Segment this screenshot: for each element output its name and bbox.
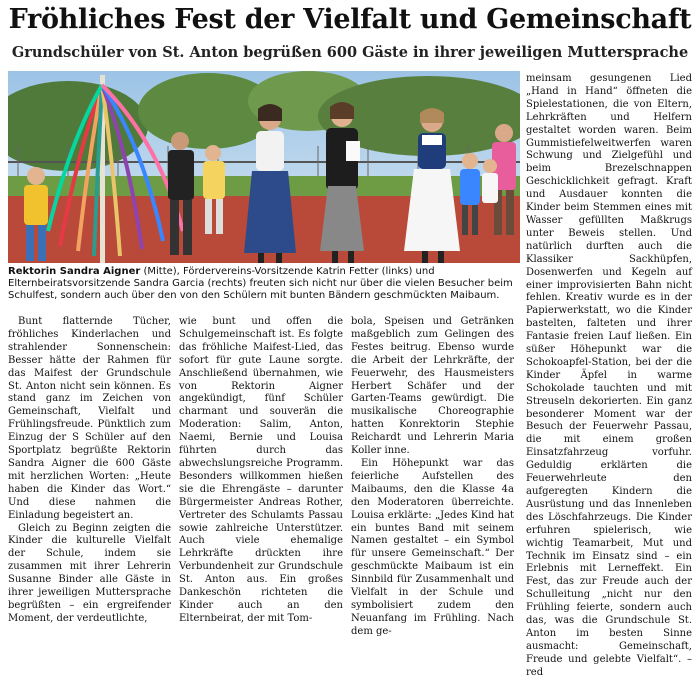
paragraph: wie bunt und offen die Schulgemeinschaft ist. Es folgte das fröhliche Maifest-Lied, das sofort für gute Laune sorgte. Anschließend übernahmen, wie von Rektorin Aigner angekündigt, fünf Schüler charmant und souverän die Moderation: Salim, Anton, Naemi, Bernie und Louisa führten durch das abwechslungsreiche Programm. Besonders willkommen hießen sie die Ehrengäste – darunter Bürgermeister Andreas Rother, Vertreter des Schulamts Passau sowie zahlreiche Unterstützer. Auch viele ehemalige Lehrkräfte drückten ihre Verbundenheit zur Grundschule St. Anton aus. Ein großes Dankeschön richteten die Kinder auch an den Elternbeirat, der mit Tom- (179, 316, 343, 624)
headline: Fröhliches Fest der Vielfalt und Gemeinschaft (8, 4, 692, 35)
article-column-1 (8, 316, 171, 626)
caption-text: (Mitte), Fördervereins-Vorsitzende Katrin Fetter (links) und Elternbeiratsvorsitzende Sandra Garcia (rechts) freuten sich nicht nur über die vielen Besucher beim Schulfest, sondern auch über den von den Schülern mit bunten Bändern geschmückten Maibaum. (8, 266, 513, 302)
subheadline: Grundschüler von St. Anton begrüßen 600 Gäste in ihrer jeweiligen Muttersprache (11, 44, 689, 61)
article-column-4 (526, 73, 692, 680)
paragraph: bola, Speisen und Getränken maßgeblich zum Gelingen des Festes beitrug. Ebenso wurde die Arbeit der Lehrkräfte, der Feuerwehr, des Hausmeisters Herbert Schäfer und der Garten-Teams gewürdigt. Die musikalische Choreographie hatten Konrektorin Stephie Reichardt und Lehrerin Maria Koller inne. (351, 316, 514, 457)
article-column-3 (351, 316, 514, 639)
paragraph: meinsam gesungenen Lied „Hand in Hand“ öffneten die Spielestationen, die von Eltern, Lehrkräften und Helfern gestaltet worden waren. Beim Gummistiefelweitwerfen waren Schwung und Zielgefühl und beim Brezelschnappen Geschicklichkeit gefragt. Kraft und Ausdauer konnten die Kinder beim Stemmen eines mit Wasser gefüllten Maßkrugs unter Beweis stellen. Und natürlich durften auch die Klassiker Sackhüpfen, Dosenwerfen und Kegeln auf einer improvisierten Bahn nicht fehlen. Kreativ wurde es in der Papierwerkstatt, wo die Kinder bastelten, falteten und ihrer Fantasie freien Lauf ließen. Ein süßer Höhepunkt war die Schokoapfel-Station, bei der die Kinder Äpfel in warme Schokolade tauchten und mit Streuseln dekorierten. Ein ganz besonderer Moment war der Besuch der Feuerwehr Passau, die mit einem großen Einsatzfahrzeug vorfuhr. Geduldig erklärten die Feuerwehrleute den aufgeregten Kindern die Ausrüstung und das Innenleben des Löschfahrzeugs. Die Kinder erfuhren spielerisch, wie wichtig Teamarbeit, Mut und Technik im Einsatz sind – ein Erlebnis mit Lerneffekt. Ein Fest, das zur Freude auch der Schulleitung „nicht nur den Frühling feierte, sondern auch das, was die Grundschule St. Anton im besten Sinne ausmacht: Gemeinschaft, Freude und gelebte Vielfalt“. – red (526, 73, 692, 678)
article-photo (8, 71, 520, 263)
article-column-2 (179, 316, 343, 626)
paragraph: Gleich zu Beginn zeigten die Kinder die kulturelle Vielfalt der Schule, indem sie zusammen mit ihrer Lehrerin Susanne Binder alle Gäste in ihrer jeweiligen Muttersprache begrüßten – ein ergreifender Moment, der verdeutlichte, (8, 522, 171, 624)
paragraph: Bunt flatternde Tücher, fröhliches Kinderlachen und strahlender Sonnenschein: Besser hätte der Rahmen für das Maifest der Grundschule St. Anton nicht sein können. Es stand ganz im Zeichen von Gemeinschaft, Vielfalt und Frühlingsfreude. Pünktlich zum Einzug der S Schüler auf den Sportplatz begrüßte Rektorin Sandra Aigner die 600 Gäste mit herzlichen Worten: „Heute haben die Kinder das Wort.“ Und diese nahmen die Einladung begeistert an. (8, 316, 171, 521)
paragraph: Ein Höhepunkt war das feierliche Aufstellen des Maibaums, den die Klasse 4a den Moderatoren überreichte. Louisa erklärte: „Jedes Kind hat ein buntes Band mit seinem Namen gestaltet – ein Symbol für unsere Gemeinschaft.“ Der geschmückte Maibaum ist ein Sinnbild für Zusammenhalt und Vielfalt in der Schule und symbolisiert zudem den Neuanfang im Frühling. Nach dem ge- (351, 457, 514, 637)
caption-lead: Rektorin Sandra Aigner (8, 266, 141, 277)
photo-caption (8, 266, 520, 303)
